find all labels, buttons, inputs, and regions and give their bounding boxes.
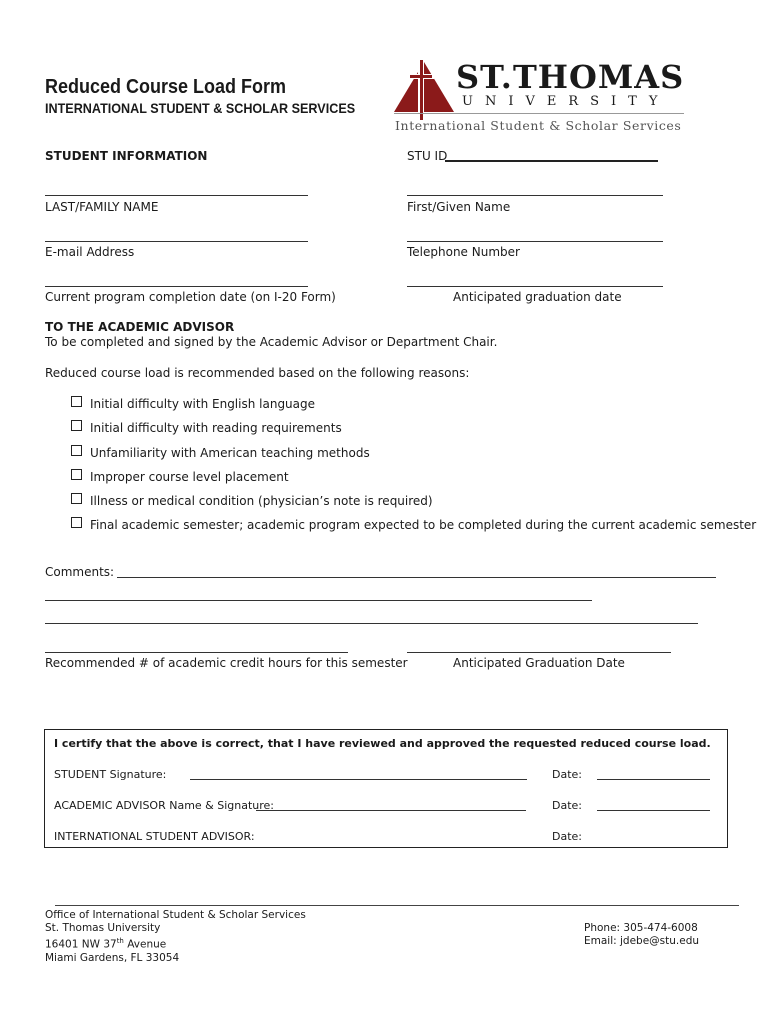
last-name-field[interactable] xyxy=(45,195,308,196)
email-label: E-mail Address xyxy=(45,245,135,259)
reason-label-final-semester: Final academic semester; academic program expected to be completed during the current academic semester xyxy=(90,518,757,532)
reason-checkbox-final-semester[interactable] xyxy=(71,517,82,528)
student-info-heading: STUDENT INFORMATION xyxy=(45,149,208,163)
student-signature-field[interactable] xyxy=(190,779,527,780)
graduation-date-field[interactable] xyxy=(407,286,663,287)
logo-divider xyxy=(394,113,684,114)
comments-line-1[interactable] xyxy=(117,577,716,578)
form-title: Reduced Course Load Form xyxy=(45,76,287,98)
reason-checkbox-teaching[interactable] xyxy=(71,445,82,456)
footer-address xyxy=(45,909,306,965)
reason-checkbox-medical[interactable] xyxy=(71,493,82,504)
advisor-signature-label: ACADEMIC ADVISOR Name & Signature: xyxy=(54,799,275,812)
comments-line-2[interactable] xyxy=(45,600,592,601)
reason-label-teaching: Unfamiliarity with American teaching methods xyxy=(90,446,370,460)
student-date-field[interactable] xyxy=(597,779,710,780)
reason-checkbox-reading[interactable] xyxy=(71,420,82,431)
advisor-date-label: Date: xyxy=(552,799,582,812)
first-name-label: First/Given Name xyxy=(407,200,511,214)
email-field[interactable] xyxy=(45,241,308,242)
comments-label: Comments: xyxy=(45,565,115,579)
student-date-label: Date: xyxy=(552,768,582,781)
reason-label-medical: Illness or medical condition (physician’s note is required) xyxy=(90,494,433,508)
footer-street-pre: 16401 NW 37 xyxy=(45,938,117,951)
logo-name: ST.THOMAS xyxy=(456,58,685,96)
footer-street-post: Avenue xyxy=(123,938,167,951)
footer-contact xyxy=(584,922,699,948)
phone-label: Telephone Number xyxy=(407,245,520,259)
credit-hours-field[interactable] xyxy=(45,652,348,653)
footer-university: St. Thomas University xyxy=(45,922,161,934)
footer-phone: Phone: 305-474-6008 xyxy=(584,922,698,934)
logo-sub: UNIVERSITY xyxy=(462,94,670,109)
logo-tagline: International Student & Scholar Services xyxy=(395,118,682,133)
graduation-date-label: Anticipated graduation date xyxy=(453,290,622,304)
footer-email: Email: jdebe@stu.edu xyxy=(584,935,700,947)
stu-id-field[interactable] xyxy=(445,160,658,162)
certify-statement: I certify that the above is correct, that I have reviewed and approved the requested reduced course load. xyxy=(54,737,711,750)
student-signature-label: STUDENT Signature: xyxy=(54,768,167,781)
advisor-signature-field[interactable] xyxy=(256,810,526,811)
credit-hours-label: Recommended # of academic credit hours for this semester xyxy=(45,656,408,670)
reason-label-placement: Improper course level placement xyxy=(90,470,289,484)
intl-advisor-label: INTERNATIONAL STUDENT ADVISOR: xyxy=(54,830,255,843)
footer-street-sup: th xyxy=(116,937,124,945)
footer-city: Miami Gardens, FL 33054 xyxy=(45,951,180,964)
footer-office: Office of International Student & Scholar Services xyxy=(45,909,306,921)
advisor-date-field[interactable] xyxy=(597,810,710,811)
reason-checkbox-placement[interactable] xyxy=(71,469,82,480)
university-logo-icon xyxy=(394,60,456,120)
stu-id-label: STU ID xyxy=(407,149,448,163)
advisor-heading: TO THE ACADEMIC ADVISOR xyxy=(45,320,235,334)
first-name-field[interactable] xyxy=(407,195,663,196)
completion-date-field[interactable] xyxy=(45,286,308,287)
completion-date-label: Current program completion date (on I-20 Form) xyxy=(45,290,336,304)
last-name-label: LAST/FAMILY NAME xyxy=(45,200,159,214)
reason-checkbox-english[interactable] xyxy=(71,396,82,407)
comments-line-3[interactable] xyxy=(45,623,698,624)
reasons-intro: Reduced course load is recommended based on the following reasons: xyxy=(45,366,470,380)
intl-advisor-date-label: Date: xyxy=(552,830,582,843)
form-subtitle: INTERNATIONAL STUDENT & SCHOLAR SERVICES xyxy=(45,100,356,116)
advisor-instruction: To be completed and signed by the Academic Advisor or Department Chair. xyxy=(45,335,498,349)
grad-date-field[interactable] xyxy=(407,652,671,653)
reason-label-reading: Initial difficulty with reading requirements xyxy=(90,421,342,435)
footer-divider xyxy=(55,905,739,906)
phone-field[interactable] xyxy=(407,241,663,242)
reason-label-english: Initial difficulty with English language xyxy=(90,397,316,411)
grad-date-label: Anticipated Graduation Date xyxy=(453,656,625,670)
footer-street xyxy=(45,935,306,952)
